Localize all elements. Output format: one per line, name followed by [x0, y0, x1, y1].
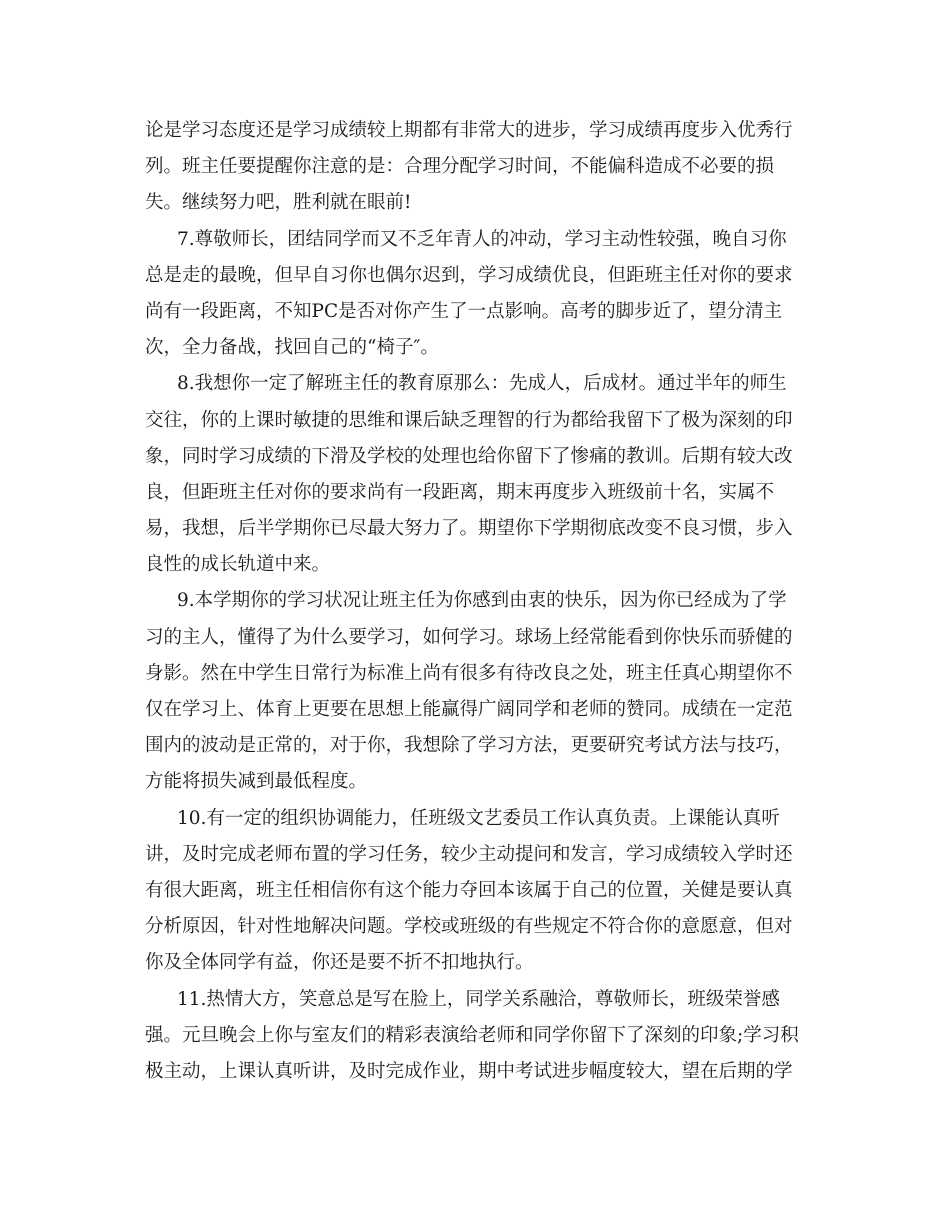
text-line: 交往，你的上课时敏捷的思维和课后缺乏理智的行为都给我留下了极为深刻的印 [145, 409, 793, 431]
text-line: 强。元旦晚会上你与室友们的精彩表演给老师和同学你留下了深刻的印象;学习积 [145, 1024, 799, 1046]
text-line: 象，同时学习成绩的下滑及学校的处理也给你留下了惨痛的教训。后期有较大改 [145, 445, 793, 467]
text-line: 列。班主任要提醒你注意的是：合理分配学习时间，不能偏科造成不必要的损 [145, 156, 775, 178]
paragraph-6 [0, 982, 799, 1091]
text-line: 11.热情大方，笑意总是写在脸上，同学关系融洽，尊敬师长，班级荣誉感 [177, 988, 780, 1010]
text-line: 总是走的最晚，但早自习你也偶尔迟到，学习成绩优良，但距班主任对你的要求 [145, 264, 793, 286]
text-line: 极主动，上课认真听讲，及时完成作业，期中考试进步幅度较大，望在后期的学 [145, 1060, 793, 1082]
text-line: 失。继续努力吧，胜利就在眼前! [145, 192, 412, 214]
text-line: 仅在学习上、体育上更要在思想上能赢得广阔同学和老师的赞同。成绩在一定范 [145, 699, 793, 720]
paragraph-2 [0, 222, 795, 367]
text-line: 讲，及时完成老师布置的学习任务，较少主动提问和发言，学习成绩较入学时还 [145, 843, 793, 865]
text-line: 良性的成长轨道中来。 [145, 554, 331, 576]
text-line: 身影。然在中学生日常行为标准上尚有很多有待改良之处，班主任真心期望你不 [145, 662, 793, 684]
paragraph-4 [0, 583, 795, 800]
text-line: 论是学习态度还是学习成绩较上期都有非常大的进步，学习成绩再度步入优秀行 [145, 120, 793, 141]
document-body [0, 113, 950, 1090]
text-line: 8.我想你一定了解班主任的教育原那么：先成人，后成材。通过半年的师生 [177, 373, 787, 395]
text-line: 次，全力备战，找回自己的“椅子″。 [145, 337, 439, 359]
text-line: 10.有一定的组织协调能力，任班级文艺委员工作认真负责。上课能认真听 [177, 807, 780, 829]
text-line: 你及全体同学有益，你还是要不折不扣地执行。 [145, 952, 534, 974]
text-line: 尚有一段距离，不知PC是否对你产生了一点影响。高考的脚步近了，望分清主 [145, 300, 783, 322]
text-line: 方能将损失减到最低程度。 [145, 771, 368, 793]
text-line: 9.本学期你的学习状况让班主任为你感到由衷的快乐，因为你已经成为了学 [177, 590, 787, 612]
text-line: 分析原因，针对性地解决问题。学校或班级的有些规定不符合你的意愿意，但对 [145, 916, 793, 938]
text-line: 良，但距班主任对你的要求尚有一段距离，期末再度步入班级前十名，实属不 [145, 481, 775, 503]
paragraph-5 [0, 801, 795, 982]
text-line: 围内的波动是正常的，对于你，我想除了学习方法，更要研究考试方法与技巧， [145, 735, 793, 757]
text-line: 有很大距离，班主任相信你有这个能力夺回本该属于自己的位置，关健是要认真 [145, 879, 793, 901]
text-line: 7.尊敬师长，团结同学而又不乏年青人的冲动，学习主动性较强，晚自习你 [177, 228, 787, 250]
paragraph-3 [0, 366, 795, 583]
paragraph-1 [0, 113, 795, 222]
text-line: 习的主人，懂得了为什么要学习，如何学习。球场上经常能看到你快乐而骄健的 [145, 626, 793, 648]
text-line: 易，我想，后半学期你已尽最大努力了。期望你下学期彻底改变不良习惯，步入 [145, 518, 793, 540]
